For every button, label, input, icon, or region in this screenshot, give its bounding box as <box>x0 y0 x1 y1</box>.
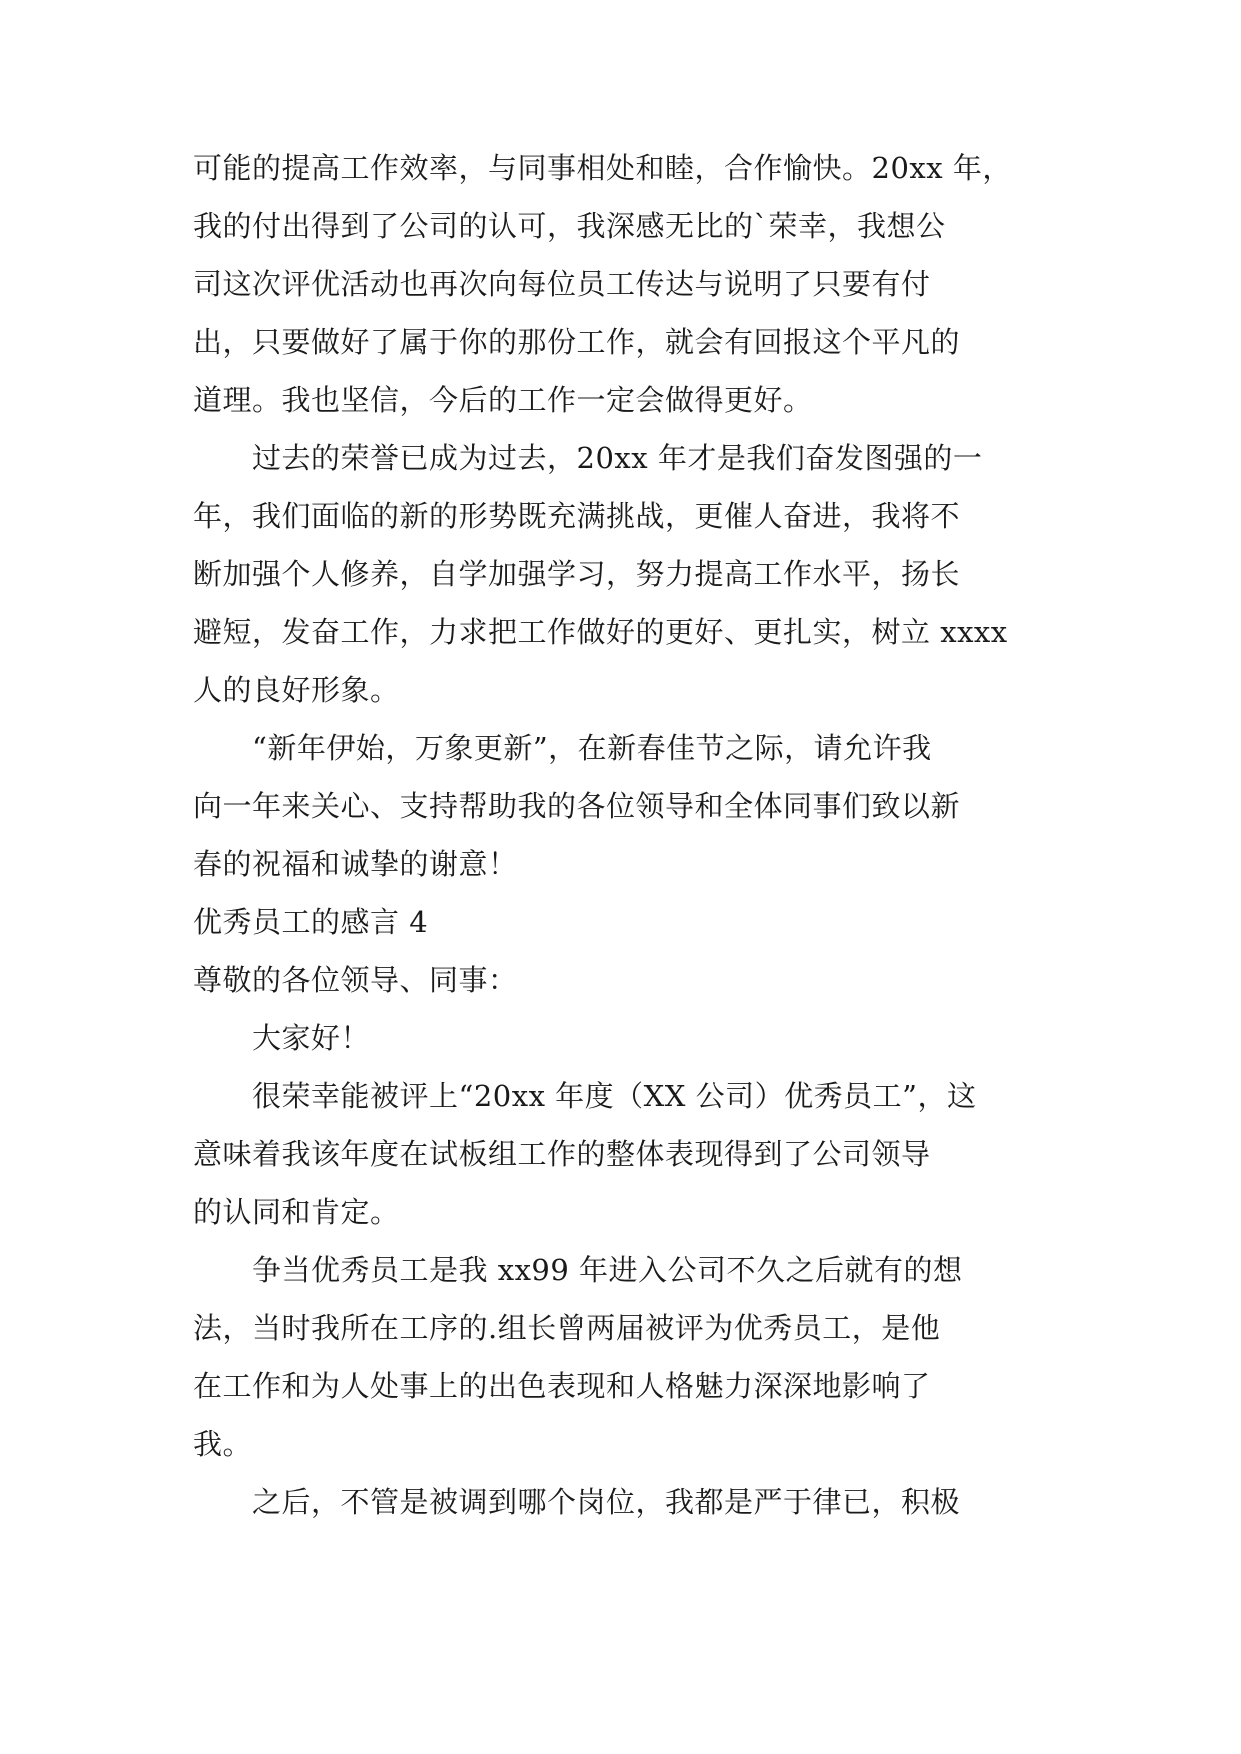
paragraph-line: 出，只要做好了属于你的那份工作，就会有回报这个平凡的 <box>193 325 961 359</box>
paragraph-line: 在工作和为人处事上的出色表现和人格魅力深深地影响了 <box>193 1369 931 1403</box>
paragraph-line: 避短，发奋工作，力求把工作做好的更好、更扎实，树立 xxxx <box>193 615 1008 649</box>
paragraph-line: 争当优秀员工是我 xx99 年进入公司不久之后就有的想 <box>252 1253 963 1287</box>
paragraph-line: 我。 <box>193 1427 253 1461</box>
paragraph-line: 意味着我该年度在试板组工作的整体表现得到了公司领导 <box>193 1137 931 1171</box>
paragraph-line: 年，我们面临的新的形势既充满挑战，更催人奋进，我将不 <box>193 499 961 533</box>
paragraph-line: 春的祝福和诚挚的谢意！ <box>193 847 518 881</box>
paragraph-line: 可能的提高工作效率，与同事相处和睦，合作愉快。20xx 年， <box>193 151 1012 185</box>
paragraph-line: “新年伊始，万象更新”，在新春佳节之际，请允许我 <box>252 731 932 765</box>
paragraph-line: 向一年来关心、支持帮助我的各位领导和全体同事们致以新 <box>193 789 961 823</box>
salutation-line: 尊敬的各位领导、同事： <box>193 963 518 997</box>
paragraph-line: 很荣幸能被评上“20xx 年度（XX 公司）优秀员工”，这 <box>252 1079 977 1113</box>
paragraph-line: 道理。我也坚信，今后的工作一定会做得更好。 <box>193 383 813 417</box>
section-heading: 优秀员工的感言 4 <box>193 905 429 939</box>
paragraph-line: 我的付出得到了公司的认可，我深感无比的`荣幸，我想公 <box>193 209 946 243</box>
paragraph-line: 过去的荣誉已成为过去，20xx 年才是我们奋发图强的一 <box>252 441 983 475</box>
greeting-line: 大家好！ <box>252 1021 371 1055</box>
paragraph-line: 之后，不管是被调到哪个岗位，我都是严于律已，积极 <box>252 1485 961 1519</box>
paragraph-line: 的认同和肯定。 <box>193 1195 400 1229</box>
paragraph-line: 断加强个人修养，自学加强学习，努力提高工作水平，扬长 <box>193 557 961 591</box>
paragraph-line: 法，当时我所在工序的.组长曾两届被评为优秀员工，是他 <box>193 1311 941 1345</box>
paragraph-line: 人的良好形象。 <box>193 673 400 707</box>
paragraph-line: 司这次评优活动也再次向每位员工传达与说明了只要有付 <box>193 267 931 301</box>
